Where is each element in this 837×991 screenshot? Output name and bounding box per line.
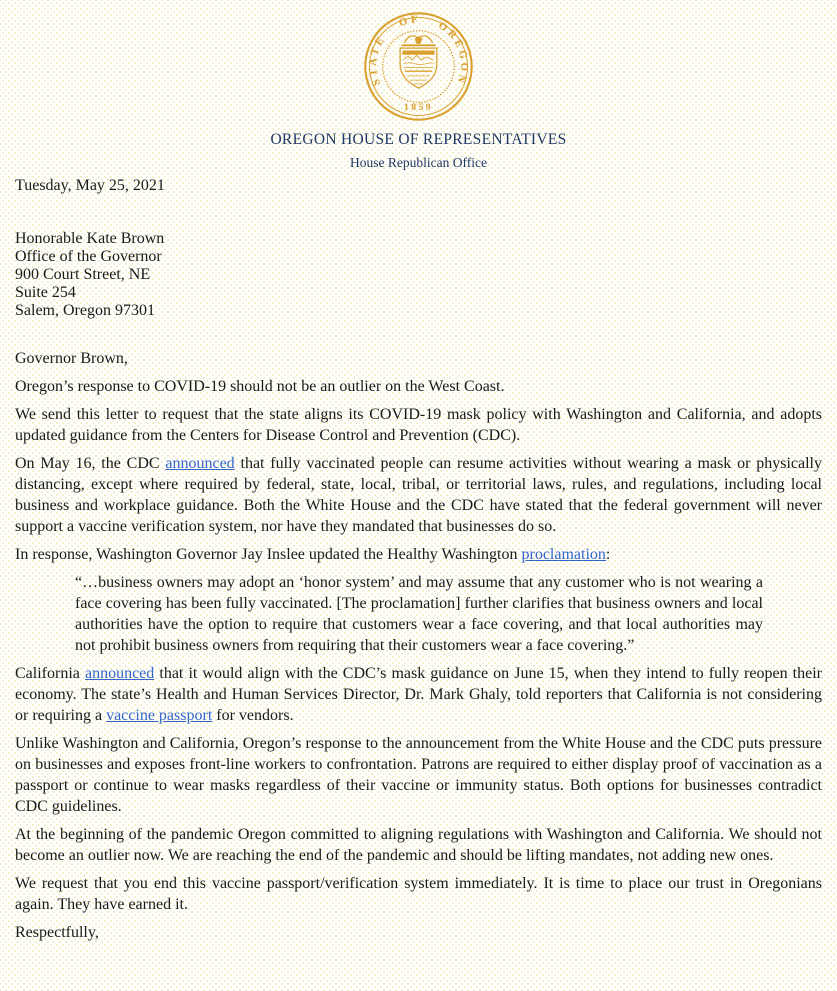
seal-year: 1859 [403, 101, 434, 113]
salutation: Governor Brown, [15, 350, 128, 367]
letterhead-subtitle: House Republican Office [350, 155, 487, 170]
recipient-address [15, 230, 822, 320]
text-run: Oregon’s response to COVID-19 should not be an outlier on the West Coast. [15, 378, 505, 395]
seal-ring-text: STATE OF OREGON [366, 13, 471, 88]
text-run: On May 16, the CDC [15, 455, 166, 472]
recipient-address-line: Honorable Kate Brown [15, 230, 165, 247]
body-paragraph [15, 733, 822, 817]
body-paragraph [15, 663, 822, 726]
text-run: “…business owners may adopt an ‘honor system’ and may assume that any customer who is not wearing a face covering has been fully vaccinated. [The proclamation] further clarifies that business owners and local authorities have the option to require that customers wear a face covering, and that local authorities may not prohibit business owners from requiring that their customers wear a face covering.” [75, 574, 763, 654]
text-run: California [15, 665, 85, 682]
body-paragraph [15, 453, 822, 537]
text-run: We send this letter to request that the state aligns its COVID-19 mask policy with Washington and California, and adopts updated guidance from the Centers for Disease Control and Prevention (CDC). [15, 406, 822, 444]
recipient-address-line: Office of the Governor [15, 248, 162, 265]
body-paragraph [15, 376, 822, 397]
body-paragraph [15, 544, 822, 565]
recipient-address-line: Suite 254 [15, 284, 76, 301]
letter-body [15, 376, 822, 915]
letter-content [0, 175, 837, 943]
letterhead-title: OREGON HOUSE OF REPRESENTATIVES [270, 131, 567, 148]
recipient-address-line: 900 Court Street, NE [15, 266, 151, 283]
washington-proclamation-link[interactable]: proclamation [521, 546, 606, 563]
text-run: At the beginning of the pandemic Oregon committed to aligning regulations with Washington and California. We should not become an outlier now. We are reaching the end of the pandemic and should be lifting mandates, not adding new ones. [15, 826, 822, 864]
text-run: : [605, 546, 611, 563]
text-run: We request that you end this vaccine passport/verification system immediately. It is time to place our trust in Oregonians again. They have earned it. [15, 875, 822, 913]
body-paragraph [15, 404, 822, 446]
text-run: that fully vaccinated people can resume activities without wearing a mask or physically distancing, except where required by federal, state, local, tribal, or territorial laws, rules, and regulations, including local business and workplace guidance. Both the White House and the CDC have stated that the federal government will never support a vaccine verification system, nor have they mandated that businesses do so. [15, 455, 823, 535]
text-run: for vendors. [212, 707, 294, 724]
vaccine-passport-link[interactable]: vaccine passport [106, 707, 213, 724]
body-paragraph [15, 824, 822, 866]
text-run: that it would align with the CDC’s mask guidance on June 15, when they intend to fully reopen their economy. The state’s Health and Human Services Director, Dr. Mark Ghaly, told reporters that California is not considering or requiring a [15, 665, 823, 724]
cdc-announced-link[interactable]: announced [165, 455, 235, 472]
letter-date: Tuesday, May 25, 2021 [15, 177, 165, 194]
text-run: In response, Washington Governor Jay Inslee updated the Healthy Washington [15, 546, 522, 563]
oregon-state-seal-icon [362, 10, 475, 123]
text-run: Unlike Washington and California, Oregon’s response to the announcement from the White House and the CDC puts pressure on businesses and exposes front-line workers to confrontation. Patrons are required to either display proof of vaccination as a passport or continue to wear masks regardless of their vaccine or immunity status. Both options for businesses contradict CDC guidelines. [15, 735, 822, 815]
closing: Respectfully, [15, 924, 99, 941]
quote-block [75, 572, 763, 656]
body-paragraph [15, 873, 822, 915]
california-announced-link[interactable]: announced [84, 665, 155, 682]
recipient-address-line: Salem, Oregon 97301 [15, 302, 155, 319]
